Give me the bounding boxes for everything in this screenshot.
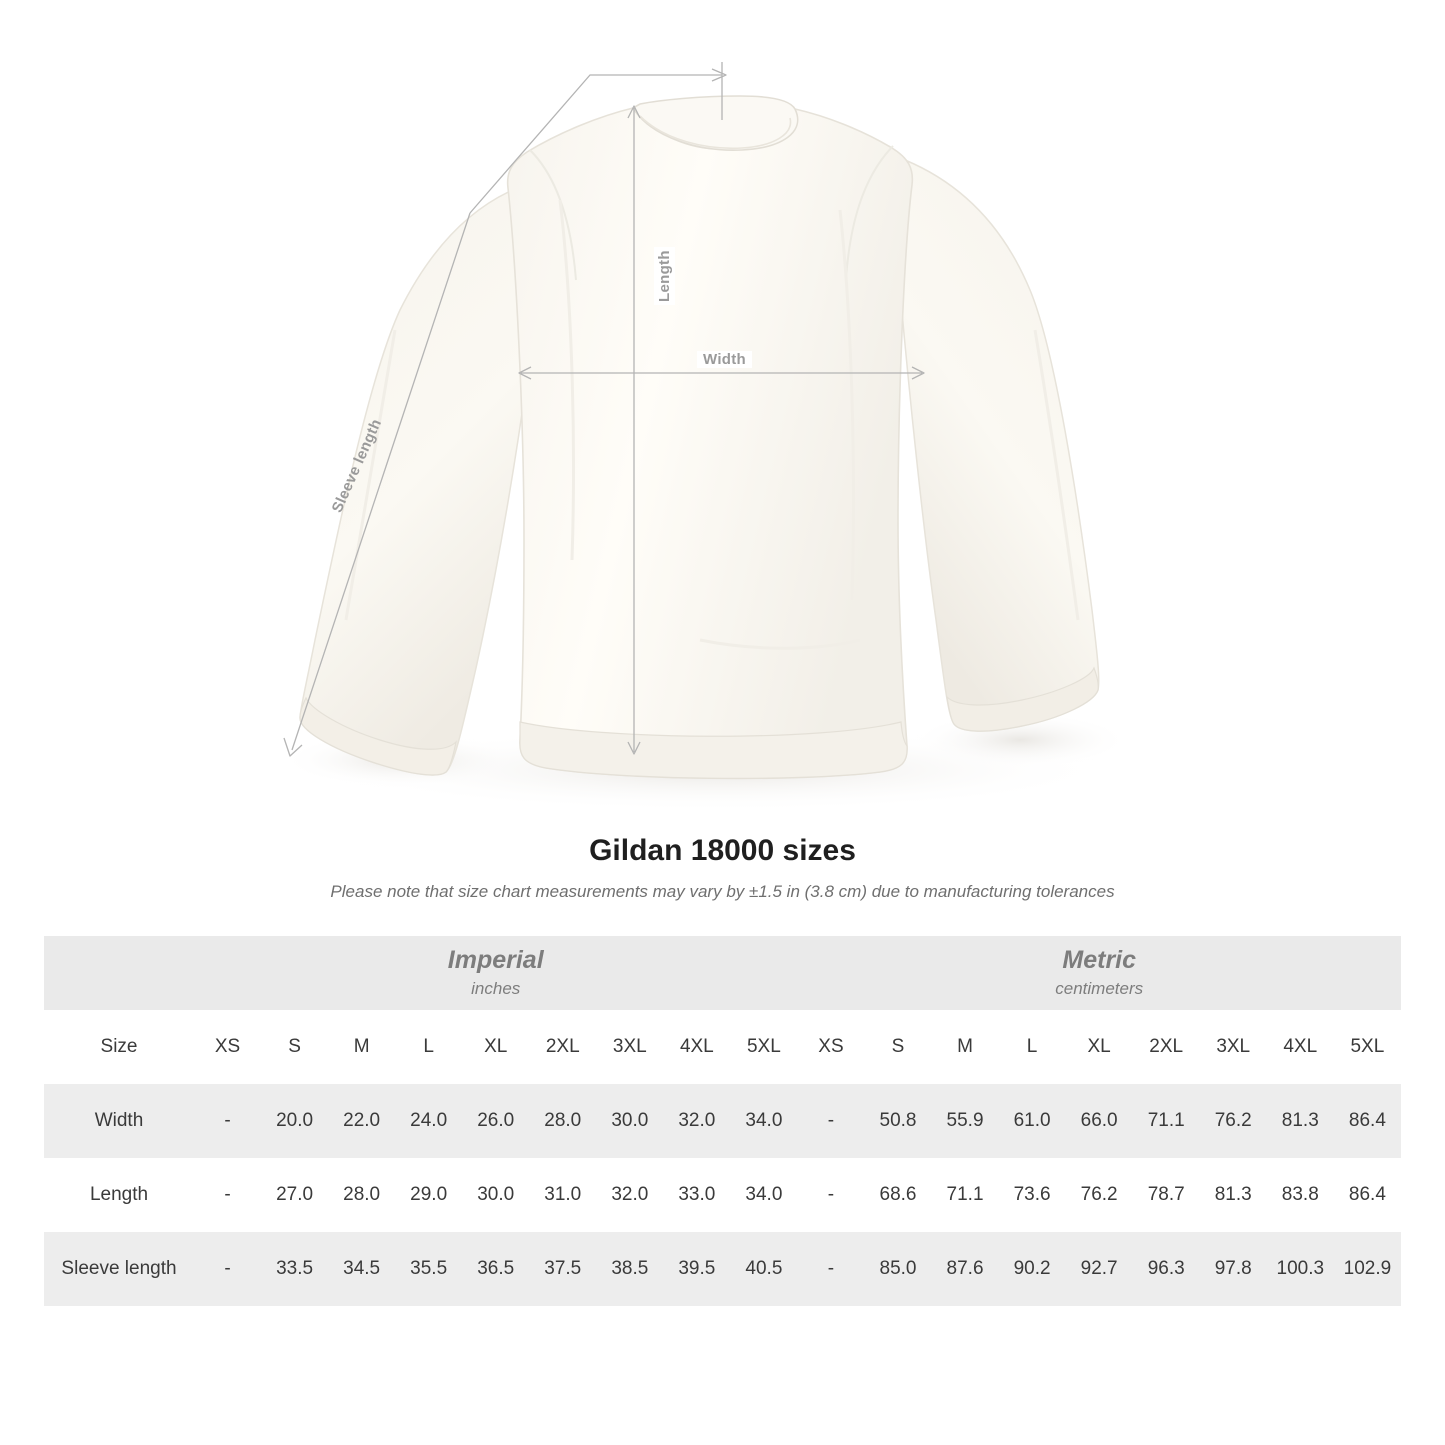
cell-length-imperial-s: 27.0 — [261, 1158, 328, 1232]
size-header-metric-s: S — [864, 1010, 931, 1084]
table-size-header-row — [44, 1010, 1401, 1084]
title-block — [0, 834, 1445, 902]
cell-sleeve-metric-2xl: 96.3 — [1133, 1232, 1200, 1306]
size-header-imperial-s: S — [261, 1010, 328, 1084]
cell-sleeve-imperial-4xl: 39.5 — [663, 1232, 730, 1306]
cell-width-metric-xs: - — [797, 1084, 864, 1158]
page-title: Gildan 18000 sizes — [589, 834, 856, 867]
imperial-unit-sub: inches — [471, 978, 521, 998]
cell-length-metric-xs: - — [797, 1158, 864, 1232]
metric-unit-name: Metric — [1062, 946, 1137, 975]
cell-width-imperial-s: 20.0 — [261, 1084, 328, 1158]
cell-width-metric-4xl: 81.3 — [1267, 1084, 1334, 1158]
size-header-metric-2xl: 2XL — [1133, 1010, 1200, 1084]
size-header-metric-5xl: 5XL — [1334, 1010, 1401, 1084]
cell-length-imperial-l: 29.0 — [395, 1158, 462, 1232]
cell-length-metric-m: 71.1 — [932, 1158, 999, 1232]
cell-width-imperial-m: 22.0 — [328, 1084, 395, 1158]
tolerance-note: Please note that size chart measurements may vary by ±1.5 in (3.8 cm) due to manufacturing tolerances — [330, 882, 1115, 901]
size-chart-table — [44, 936, 1401, 1306]
width-dimension-label: Width — [697, 351, 752, 368]
cell-width-metric-3xl: 76.2 — [1200, 1084, 1267, 1158]
length-dimension-label: Length — [654, 247, 675, 305]
size-header-metric-l: L — [999, 1010, 1066, 1084]
cell-sleeve-metric-xs: - — [797, 1232, 864, 1306]
cell-length-metric-l: 73.6 — [999, 1158, 1066, 1232]
cell-sleeve-metric-m: 87.6 — [932, 1232, 999, 1306]
cell-sleeve-imperial-xl: 36.5 — [462, 1232, 529, 1306]
size-header-metric-xs: XS — [797, 1010, 864, 1084]
table-row — [44, 1084, 1401, 1158]
cell-length-imperial-xs: - — [194, 1158, 261, 1232]
size-header-imperial-5xl: 5XL — [730, 1010, 797, 1084]
size-header-imperial-2xl: 2XL — [529, 1010, 596, 1084]
size-header-imperial-4xl: 4XL — [663, 1010, 730, 1084]
cell-length-imperial-3xl: 32.0 — [596, 1158, 663, 1232]
size-header-imperial-3xl: 3XL — [596, 1010, 663, 1084]
cell-sleeve-metric-3xl: 97.8 — [1200, 1232, 1267, 1306]
cell-sleeve-imperial-5xl: 40.5 — [730, 1232, 797, 1306]
metric-unit-sub: centimeters — [1055, 978, 1144, 998]
cell-length-metric-xl: 76.2 — [1066, 1158, 1133, 1232]
cell-sleeve-imperial-s: 33.5 — [261, 1232, 328, 1306]
cell-width-imperial-l: 24.0 — [395, 1084, 462, 1158]
cell-width-imperial-4xl: 32.0 — [663, 1084, 730, 1158]
cell-length-imperial-m: 28.0 — [328, 1158, 395, 1232]
cell-width-metric-s: 50.8 — [864, 1084, 931, 1158]
cell-width-metric-2xl: 71.1 — [1133, 1084, 1200, 1158]
cell-length-metric-4xl: 83.8 — [1267, 1158, 1334, 1232]
cell-sleeve-metric-5xl: 102.9 — [1334, 1232, 1401, 1306]
cell-length-imperial-4xl: 33.0 — [663, 1158, 730, 1232]
metric-unit-header — [797, 936, 1401, 1010]
cell-length-metric-3xl: 81.3 — [1200, 1158, 1267, 1232]
cell-width-imperial-2xl: 28.0 — [529, 1084, 596, 1158]
size-chart-table-wrapper — [0, 936, 1445, 1306]
cell-length-metric-s: 68.6 — [864, 1158, 931, 1232]
size-label-cell: Size — [44, 1010, 194, 1084]
table-row — [44, 1158, 1401, 1232]
cell-sleeve-imperial-m: 34.5 — [328, 1232, 395, 1306]
cell-length-imperial-2xl: 31.0 — [529, 1158, 596, 1232]
size-header-imperial-xs: XS — [194, 1010, 261, 1084]
cell-width-metric-l: 61.0 — [999, 1084, 1066, 1158]
cell-sleeve-metric-l: 90.2 — [999, 1232, 1066, 1306]
cell-width-imperial-xs: - — [194, 1084, 261, 1158]
cell-sleeve-imperial-l: 35.5 — [395, 1232, 462, 1306]
cell-width-imperial-5xl: 34.0 — [730, 1084, 797, 1158]
size-header-imperial-xl: XL — [462, 1010, 529, 1084]
cell-width-metric-5xl: 86.4 — [1334, 1084, 1401, 1158]
cell-width-imperial-3xl: 30.0 — [596, 1084, 663, 1158]
cell-length-metric-5xl: 86.4 — [1334, 1158, 1401, 1232]
cell-sleeve-imperial-xs: - — [194, 1232, 261, 1306]
row-label-width: Width — [44, 1084, 194, 1158]
cell-length-metric-2xl: 78.7 — [1133, 1158, 1200, 1232]
size-header-metric-3xl: 3XL — [1200, 1010, 1267, 1084]
cell-width-imperial-xl: 26.0 — [462, 1084, 529, 1158]
table-row — [44, 1232, 1401, 1306]
cell-width-metric-m: 55.9 — [932, 1084, 999, 1158]
size-header-imperial-m: M — [328, 1010, 395, 1084]
cell-sleeve-metric-4xl: 100.3 — [1267, 1232, 1334, 1306]
size-header-metric-m: M — [932, 1010, 999, 1084]
imperial-unit-name: Imperial — [447, 946, 544, 975]
size-header-metric-xl: XL — [1066, 1010, 1133, 1084]
row-label-sleeve-length: Sleeve length — [44, 1232, 194, 1306]
cell-sleeve-imperial-3xl: 38.5 — [596, 1232, 663, 1306]
cell-length-imperial-xl: 30.0 — [462, 1158, 529, 1232]
imperial-unit-header — [194, 936, 797, 1010]
cell-width-metric-xl: 66.0 — [1066, 1084, 1133, 1158]
unit-header-spacer — [44, 936, 194, 1010]
cell-sleeve-imperial-2xl: 37.5 — [529, 1232, 596, 1306]
sleeve-length-dimension-label: Sleeve length — [328, 416, 386, 516]
cell-sleeve-metric-xl: 92.7 — [1066, 1232, 1133, 1306]
size-header-metric-4xl: 4XL — [1267, 1010, 1334, 1084]
row-label-length: Length — [44, 1158, 194, 1232]
size-header-imperial-l: L — [395, 1010, 462, 1084]
table-unit-header-row — [44, 936, 1401, 1010]
cell-sleeve-metric-s: 85.0 — [864, 1232, 931, 1306]
cell-length-imperial-5xl: 34.0 — [730, 1158, 797, 1232]
